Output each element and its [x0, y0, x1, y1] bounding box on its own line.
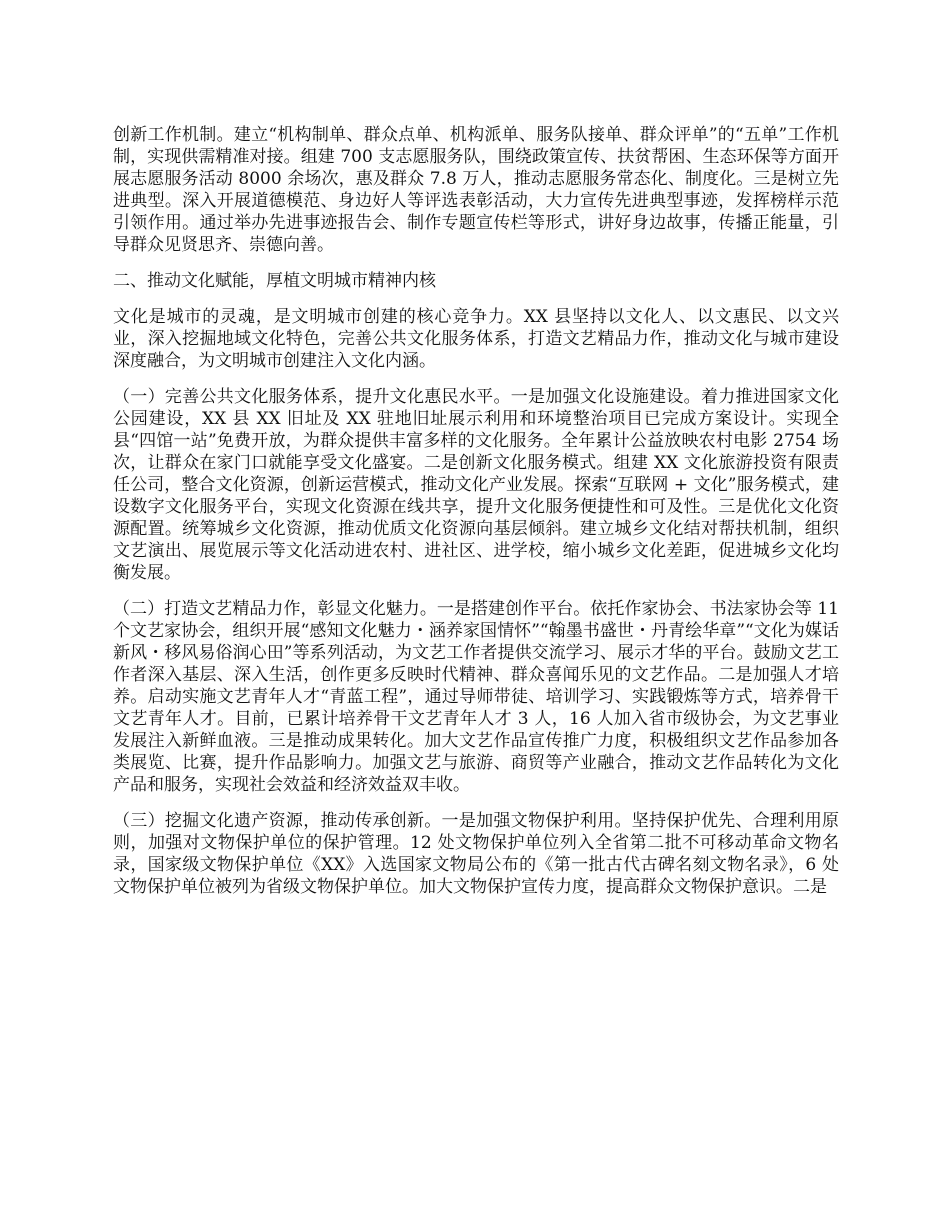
paragraph-public-culture-service: （一）完善公共文化服务体系，提升文化惠民水平。一是加强文化设施建设。着力推进国家文化公园建设，XX 县 XX 旧址及 XX 驻地旧址展示利用和环境整治项目已完成方案设计。实现全县“四馆一站”免费开放，为群众提供丰富多样的文化服务。全年累计公益放映农村电影 2754 场次，让群众在家门口就能享受文化盛宴。二是创新文化服务模式。组建 XX 文化旅游投资有限责任公司，整合文化资源，创新运营模式，推动文化产业发展。探索“互联网 + 文化”服务模式，建设数字文化服务平台，实现文化资源在线共享，提升文化服务便捷性和可及性。三是优化文化资源配置。统筹城乡文化资源，推动优质文化资源向基层倾斜。建立城乡文化结对帮扶机制，组织文艺演出、展览展示等文化活动进农村、进社区、进学校，缩小城乡文化差距，促进城乡文化均衡发展。 [113, 387, 839, 583]
paragraph-volunteer-service: 创新工作机制。建立“机构制单、群众点单、机构派单、服务队接单、群众评单”的“五单”工作机制，实现供需精准对接。组建 700 支志愿服务队，围绕政策宣传、扶贫帮困、生态环保等方面开展志愿服务活动 8000 余场次，惠及群众 7.8 万人，推动志愿服务常态化、制度化。三是树立先进典型。深入开展道德模范、身边好人等评选表彰活动，大力宣传先进典型事迹，发挥榜样示范引领作用。通过举办先进事迹报告会、制作专题宣传栏等形式，讲好身边故事，传播正能量，引导群众见贤思齐、崇德向善。 [113, 125, 839, 255]
paragraph-literary-works: （二）打造文艺精品力作，彰显文化魅力。一是搭建创作平台。依托作家协会、书法家协会等 11 个文艺家协会，组织开展“感知文化魅力・涵养家国情怀”“翰墨书盛世・丹青绘华章”“文化为媒话新风・移风易俗润心田”等系列活动，为文艺工作者提供交流学习、展示才华的平台。鼓励文艺工作者深入基层、深入生活，创作更多反映时代精神、群众喜闻乐见的文艺作品。二是加强人才培养。启动实施文艺青年人才“青蓝工程”，通过导师带徒、培训学习、实践锻炼等方式，培养骨干文艺青年人才。目前，已累计培养骨干文艺青年人才 3 人，16 人加入省市级协会，为文艺事业发展注入新鲜血液。三是推动成果转化。加大文艺作品宣传推广力度，积极组织文艺作品参加各类展览、比赛，提升作品影响力。加强文艺与旅游、商贸等产业融合，推动文艺作品转化为文化产品和服务，实现社会效益和经济效益双丰收。 [113, 599, 839, 795]
section-heading-culture: 二、推动文化赋能，厚植文明城市精神内核 [113, 271, 436, 291]
paragraph-culture-intro: 文化是城市的灵魂，是文明城市创建的核心竞争力。XX 县坚持以文化人、以文惠民、以文兴业，深入挖掘地域文化特色，完善公共文化服务体系，打造文艺精品力作，推动文化与城市建设深度融合，为文明城市创建注入文化内涵。 [113, 307, 839, 371]
document-page [113, 124, 839, 912]
paragraph-cultural-heritage: （三）挖掘文化遗产资源，推动传承创新。一是加强文物保护利用。坚持保护优先、合理利用原则，加强对文物保护单位的保护管理。12 处文物保护单位列入全省第二批不可移动革命文物名录，国家级文物保护单位《XX》入选国家文物局公布的《第一批古代古碑名刻文物名录》，6 处文物保护单位被列为省级文物保护单位。加大文物保护宣传力度，提高群众文物保护意识。二是 [113, 811, 839, 897]
